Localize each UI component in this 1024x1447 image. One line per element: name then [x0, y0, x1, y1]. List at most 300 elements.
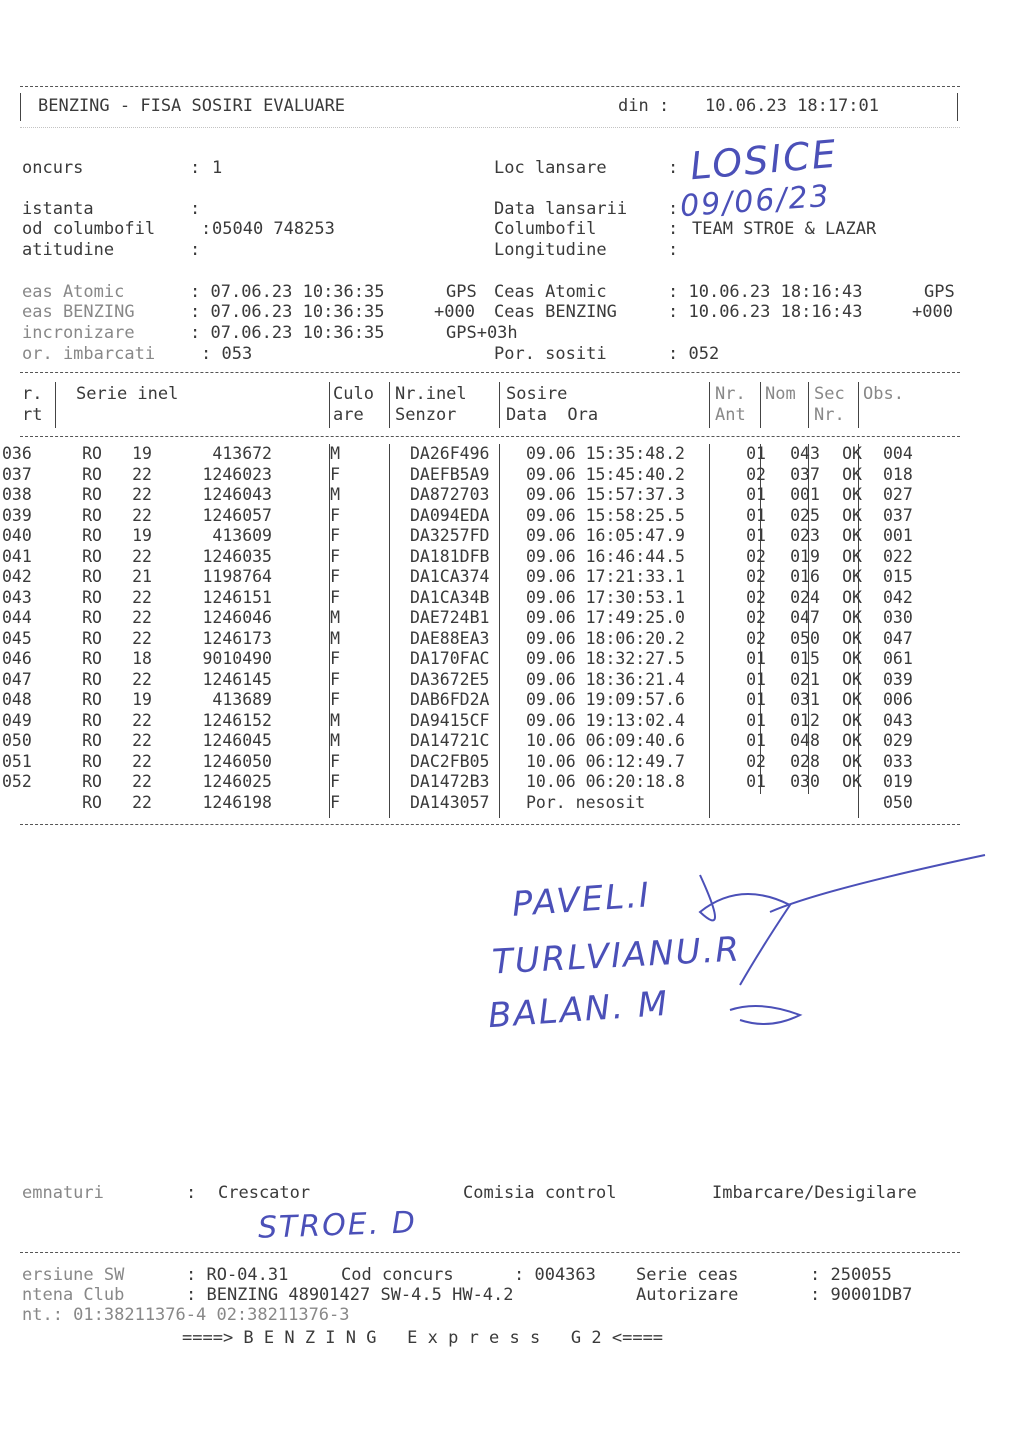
cell-ring: 1246035 — [202, 546, 272, 566]
cell-color — [346, 608, 404, 629]
clock-atomic-left-suffix: GPS — [446, 282, 477, 302]
cell-sec: OK — [842, 526, 862, 545]
arrival-row — [0, 547, 943, 568]
arrival-row — [0, 690, 943, 711]
clock-benzing-left-suffix: +000 — [434, 302, 475, 322]
title-right-bar — [957, 93, 958, 121]
info-latitudine-sep: : — [190, 240, 201, 260]
info-concurs-sep: : — [190, 158, 201, 178]
clock-benzing-right-value: : 10.06.23 18:16:43 — [668, 302, 863, 322]
cell-country: RO — [82, 485, 102, 504]
cell-arrival: 10.06 06:20:18.8 — [526, 772, 685, 791]
cell-obs: 047 — [883, 628, 913, 648]
cell-sensor: DA3257FD — [410, 526, 490, 545]
clock-atomic-right-value: : 10.06.23 18:16:43 — [668, 282, 863, 302]
cell-country: RO — [82, 690, 102, 709]
cell-sec: OK — [842, 567, 862, 586]
cell-antenna: 02 — [746, 608, 766, 627]
cell-obs: 037 — [883, 505, 913, 525]
clock-benzing-right-label: Ceas BENZING — [494, 302, 617, 322]
info-loclansare-sep: : — [668, 158, 679, 178]
semnaturi-comisia: Comisia control — [463, 1183, 617, 1203]
cell-year: 19 — [132, 690, 152, 709]
cell-country: RO — [82, 587, 102, 607]
info-codcolumbofil-sep: : — [201, 219, 212, 239]
cell-color — [346, 547, 404, 568]
cell-nr: 046 — [2, 649, 32, 668]
cell-obs: 061 — [883, 649, 913, 668]
handwritten-loc-lansare: LOSICE — [688, 131, 840, 189]
arrivals-table-body — [0, 444, 943, 813]
arrival-row — [0, 567, 943, 588]
cell-arrival: 09.06 16:46:44.5 — [526, 546, 685, 566]
cell-sensor: DA1472B3 — [410, 772, 490, 791]
arrival-row — [0, 588, 943, 609]
cell-ring: 413689 — [212, 690, 272, 709]
cell-nom: 023 — [790, 526, 820, 545]
cell-nr: 041 — [2, 546, 32, 566]
cell-sex: F — [330, 587, 340, 607]
cell-nr: 040 — [2, 526, 32, 545]
cell-nr: 036 — [2, 444, 32, 463]
signature-crescator: STROE. D — [257, 1205, 418, 1246]
cell-obs: 006 — [883, 690, 913, 709]
cell-nr: 044 — [2, 608, 32, 627]
footer-versiune-label: ersiune SW — [22, 1265, 125, 1285]
cell-sensor: DA26F496 — [410, 444, 490, 463]
info-longitudine-sep: : — [668, 240, 679, 260]
cell-sex: M — [330, 444, 340, 463]
cell-nr: 038 — [2, 485, 32, 504]
cell-sex: F — [330, 567, 340, 586]
cell-year: 22 — [132, 792, 152, 812]
cell-obs: 042 — [883, 587, 913, 607]
cell-obs: 001 — [883, 526, 913, 545]
col-nom-header: Nom — [765, 384, 796, 404]
cell-color — [346, 506, 404, 527]
cell-arrival: 09.06 15:45:40.2 — [526, 464, 685, 484]
birds-boarded-label: or. imbarcati — [22, 344, 156, 364]
cell-nr: 049 — [2, 710, 32, 730]
footer-cod-concurs-value: : 004363 — [514, 1265, 596, 1285]
cell-sec: OK — [842, 587, 862, 607]
cell-sec: OK — [842, 649, 862, 668]
cell-sensor: DA14721C — [410, 731, 490, 750]
cell-nom: 048 — [790, 731, 820, 750]
cell-antenna: 01 — [746, 731, 766, 750]
arrival-row — [0, 608, 943, 629]
col-culoare-header: Culo are — [333, 384, 374, 425]
cell-nom: 025 — [790, 505, 820, 525]
arrival-row — [0, 731, 943, 752]
info-concurs-label: oncurs — [22, 158, 84, 178]
cell-sec: OK — [842, 751, 862, 771]
cell-arrival: 09.06 18:36:21.4 — [526, 669, 685, 689]
arrival-row — [0, 444, 943, 465]
cell-antenna: 01 — [746, 526, 766, 545]
arrival-row — [0, 772, 943, 793]
cell-arrival: 09.06 15:35:48.2 — [526, 444, 685, 463]
cell-nom: 047 — [790, 608, 820, 627]
cell-nom: 050 — [790, 628, 820, 648]
clock-benzing-right-suffix: +000 — [912, 302, 953, 322]
cell-year: 22 — [132, 751, 152, 771]
cell-country: RO — [82, 526, 102, 545]
cell-obs: 033 — [883, 751, 913, 771]
cell-sec: OK — [842, 772, 862, 791]
arrival-row — [0, 526, 943, 547]
cell-obs: 019 — [883, 772, 913, 791]
cell-nr: 052 — [2, 772, 32, 791]
info-concurs-value: 1 — [212, 158, 223, 178]
cell-sec: OK — [842, 690, 862, 709]
info-columbofil-label: Columbofil — [494, 219, 597, 239]
cell-obs: 043 — [883, 710, 913, 730]
cell-sec: OK — [842, 731, 862, 750]
cell-antenna: 02 — [746, 751, 766, 771]
arrivals-table — [0, 444, 943, 813]
cell-color — [346, 752, 404, 773]
cell-antenna: 01 — [746, 505, 766, 525]
cell-year: 19 — [132, 526, 152, 545]
cell-ring: 1246145 — [202, 669, 272, 689]
cell-nom: 019 — [790, 546, 820, 566]
cell-sensor: DAB6FD2A — [410, 690, 490, 709]
cell-country: RO — [82, 505, 102, 525]
signature-swoosh — [770, 855, 985, 912]
arrival-row — [0, 465, 943, 486]
cell-color — [346, 731, 404, 752]
cell-ring: 413609 — [212, 526, 272, 545]
info-longitudine-label: Longitudine — [494, 240, 607, 260]
cell-nr: 042 — [2, 567, 32, 586]
cell-year: 19 — [132, 444, 152, 463]
cell-nom: 012 — [790, 710, 820, 730]
cell-obs: 029 — [883, 731, 913, 750]
info-codcolumbofil-value: 05040 748253 — [212, 219, 335, 239]
cell-country: RO — [82, 669, 102, 689]
cell-country: RO — [82, 772, 102, 791]
cell-nom: 001 — [790, 485, 820, 504]
cell-sensor: DA1CA34B — [410, 587, 490, 607]
cell-arrival: 09.06 19:13:02.4 — [526, 710, 685, 730]
info-codcolumbofil-label: od columbofil — [22, 219, 156, 239]
cell-sex: F — [330, 690, 340, 709]
cell-arrival: 09.06 15:58:25.5 — [526, 505, 685, 525]
cell-ring: 413672 — [212, 444, 272, 463]
info-datalansarii-sep: : — [668, 199, 679, 219]
report-date-label: din : — [618, 96, 670, 116]
info-distanta-sep: : — [190, 199, 201, 219]
arrival-row — [0, 670, 943, 691]
top-rule — [20, 86, 960, 87]
semnaturi-imbarcare: Imbarcare/Desigilare — [712, 1183, 917, 1203]
cell-sensor: DAE724B1 — [410, 608, 490, 627]
col-sosire-header: Sosire Data Ora — [506, 384, 599, 425]
cell-year: 22 — [132, 546, 152, 566]
cell-year: 22 — [132, 485, 152, 504]
info-datalansarii-label: Data lansarii — [494, 199, 628, 219]
cell-color — [346, 567, 404, 588]
cell-ring: 1246050 — [202, 751, 272, 771]
cell-sex: F — [330, 505, 340, 525]
cell-country: RO — [82, 546, 102, 566]
cell-antenna: 02 — [746, 546, 766, 566]
cell-sex: F — [330, 792, 340, 812]
birds-arrived-label: Por. sositi — [494, 344, 607, 364]
cell-arrival: Por. nesosit — [526, 792, 646, 812]
cell-antenna: 02 — [746, 628, 766, 648]
cell-nom: 015 — [790, 649, 820, 668]
footer-serie-ceas-label: Serie ceas — [636, 1265, 739, 1285]
footer-autorizare-label: Autorizare — [636, 1285, 739, 1305]
footer-rule — [20, 1252, 960, 1253]
cell-obs: 015 — [883, 567, 913, 586]
cell-sec: OK — [842, 505, 862, 525]
cell-country: RO — [82, 710, 102, 730]
cell-arrival: 10.06 06:09:40.6 — [526, 731, 685, 750]
cell-country: RO — [82, 649, 102, 668]
cell-year: 22 — [132, 505, 152, 525]
cell-ring: 1246043 — [202, 485, 272, 504]
cell-year: 22 — [132, 608, 152, 627]
cell-ring: 1246045 — [202, 731, 272, 750]
header-rule-top — [20, 372, 960, 373]
cell-ring: 1246198 — [202, 792, 272, 812]
cell-sec: OK — [842, 710, 862, 730]
title-bottom-rule — [20, 127, 960, 128]
cell-year: 18 — [132, 649, 152, 668]
cell-antenna: 01 — [746, 444, 766, 463]
info-loclansare-label: Loc lansare — [494, 158, 607, 178]
col-senzor-header: Nr.inel Senzor — [395, 384, 467, 425]
cell-arrival: 09.06 17:49:25.0 — [526, 608, 685, 627]
cell-sec: OK — [842, 628, 862, 648]
semnaturi-crescator: Crescator — [218, 1183, 311, 1203]
semnaturi-sep: : — [186, 1183, 197, 1203]
footer-serie-ceas-value: : 250055 — [810, 1265, 892, 1285]
cell-sex: F — [330, 751, 340, 771]
info-distanta-label: istanta — [22, 199, 94, 219]
cell-sex: M — [330, 485, 340, 504]
cell-country: RO — [82, 608, 102, 627]
cell-nr: 045 — [2, 628, 32, 648]
cell-arrival: 09.06 18:32:27.5 — [526, 649, 685, 668]
info-columbofil-value: TEAM STROE & LAZAR — [692, 219, 877, 239]
cell-year: 22 — [132, 464, 152, 484]
cell-sex: M — [330, 710, 340, 730]
cell-antenna: 02 — [746, 567, 766, 586]
cell-nr: 048 — [2, 690, 32, 709]
cell-nom: 037 — [790, 464, 820, 484]
cell-arrival: 09.06 17:21:33.1 — [526, 567, 685, 586]
cell-sex: F — [330, 546, 340, 566]
cell-nr: 043 — [2, 587, 32, 607]
cell-nr: 050 — [2, 731, 32, 750]
clock-atomic-left-label: eas Atomic — [22, 282, 125, 302]
clock-sync-suffix: GPS+03h — [446, 323, 518, 343]
cell-arrival: 09.06 17:30:53.1 — [526, 587, 685, 607]
cell-color — [346, 670, 404, 691]
cell-color — [346, 465, 404, 486]
cell-nom: 016 — [790, 567, 820, 586]
cell-ring: 1246046 — [202, 608, 272, 627]
cell-sec: OK — [842, 669, 862, 689]
cell-nom — [781, 793, 829, 814]
cell-ring: 1246152 — [202, 710, 272, 730]
cell-year: 22 — [132, 731, 152, 750]
signature-turlvianu: TURLVIANU.R — [491, 929, 742, 983]
cell-antenna — [731, 793, 781, 814]
col-divider — [499, 382, 500, 428]
title-left-bar — [20, 93, 21, 121]
cell-sensor: DA9415CF — [410, 710, 490, 730]
clock-sync-value: : 07.06.23 10:36:35 — [190, 323, 385, 343]
col-serie-header: Serie inel — [76, 384, 179, 404]
cell-nr: 039 — [2, 505, 32, 525]
cell-color — [346, 629, 404, 650]
cell-sensor: DA872703 — [410, 485, 490, 504]
cell-nom: 024 — [790, 587, 820, 607]
clock-atomic-left-value: : 07.06.23 10:36:35 — [190, 282, 385, 302]
cell-sex: F — [330, 649, 340, 668]
col-obs-header: Obs. — [863, 384, 904, 404]
cell-obs: 050 — [883, 792, 913, 812]
cell-sex: F — [330, 669, 340, 689]
col-divider — [858, 382, 859, 428]
col-ant-header: Nr. Ant — [715, 384, 746, 425]
clock-benzing-left-label: eas BENZING — [22, 302, 135, 322]
cell-sensor: DA143057 — [410, 792, 490, 812]
cell-arrival: 09.06 15:57:37.3 — [526, 485, 685, 504]
footer-autorizare-value: : 90001DB7 — [810, 1285, 913, 1305]
cell-color — [346, 690, 404, 711]
footer-antena-value: : BENZING 48901427 SW-4.5 HW-4.2 — [186, 1285, 514, 1305]
clock-atomic-right-suffix: GPS — [924, 282, 955, 302]
cell-ring: 1246173 — [202, 628, 272, 648]
cell-ring: 1246151 — [202, 587, 272, 607]
info-columbofil-sep: : — [668, 219, 679, 239]
cell-arrival: 10.06 06:12:49.7 — [526, 751, 685, 771]
cell-antenna: 01 — [746, 772, 766, 791]
semnaturi-label: emnaturi — [22, 1183, 104, 1203]
cell-obs: 022 — [883, 546, 913, 566]
cell-country: RO — [82, 751, 102, 771]
handwritten-data-lansarii: 09/06/23 — [678, 178, 832, 225]
cell-sex: M — [330, 608, 340, 627]
clock-benzing-left-value: : 07.06.23 10:36:35 — [190, 302, 385, 322]
cell-country: RO — [82, 567, 102, 586]
cell-sec: OK — [842, 546, 862, 566]
cell-nr — [0, 793, 62, 814]
cell-nom: 021 — [790, 669, 820, 689]
footer-ant-line: nt.: 01:38211376-4 02:38211376-3 — [22, 1305, 350, 1325]
cell-color — [346, 649, 404, 670]
cell-sensor: DA170FAC — [410, 649, 490, 668]
cell-year: 22 — [132, 710, 152, 730]
cell-color — [346, 711, 404, 732]
cell-sex: F — [330, 464, 340, 484]
report-title: BENZING - FISA SOSIRI EVALUARE — [38, 96, 346, 116]
cell-nom: 030 — [790, 772, 820, 791]
cell-obs: 018 — [883, 464, 913, 484]
cell-antenna: 02 — [746, 587, 766, 607]
col-divider — [709, 382, 710, 428]
cell-sensor: DA181DFB — [410, 546, 490, 566]
arrival-row — [0, 485, 943, 506]
arrival-row — [0, 711, 943, 732]
cell-sex: M — [330, 731, 340, 750]
cell-sensor: DAE88EA3 — [410, 628, 490, 648]
cell-sex: F — [330, 772, 340, 791]
cell-year: 22 — [132, 587, 152, 607]
col-sec-header: Sec Nr. — [814, 384, 845, 425]
cell-country: RO — [82, 628, 102, 648]
cell-ring: 1246057 — [202, 505, 272, 525]
report-date: 10.06.23 18:17:01 — [705, 96, 879, 116]
signature-balan: BALAN. M — [486, 983, 671, 1037]
col-divider — [808, 382, 809, 428]
arrival-row — [0, 649, 943, 670]
table-bottom-rule — [20, 824, 960, 825]
footer-versiune-value: : RO-04.31 — [186, 1265, 289, 1285]
col-divider — [389, 382, 390, 428]
info-latitudine-label: atitudine — [22, 240, 115, 260]
cell-obs: 004 — [883, 444, 913, 463]
cell-nom: 031 — [790, 690, 820, 709]
cell-sex: F — [330, 526, 340, 545]
cell-antenna: 01 — [746, 485, 766, 504]
cell-color — [346, 526, 404, 547]
cell-antenna: 01 — [746, 690, 766, 709]
cell-sensor: DAEFB5A9 — [410, 464, 490, 484]
cell-sec: OK — [842, 464, 862, 484]
arrival-row — [0, 793, 943, 814]
cell-nr: 047 — [2, 669, 32, 689]
cell-country: RO — [82, 792, 102, 812]
cell-obs: 027 — [883, 485, 913, 504]
birds-boarded-value: : 053 — [201, 344, 253, 364]
cell-sec: OK — [842, 485, 862, 504]
cell-sec — [829, 793, 875, 814]
arrival-row — [0, 506, 943, 527]
arrival-row — [0, 752, 943, 773]
footer-express: ====> B E N Z I N G E x p r e s s G 2 <==== — [182, 1328, 664, 1348]
cell-sensor: DAC2FB05 — [410, 751, 490, 771]
cell-nom: 028 — [790, 751, 820, 771]
cell-obs: 030 — [883, 608, 913, 627]
col-divider — [760, 382, 761, 428]
cell-antenna: 01 — [746, 669, 766, 689]
cell-ring: 1198764 — [202, 567, 272, 586]
cell-ring: 1246023 — [202, 464, 272, 484]
cell-arrival: 09.06 16:05:47.9 — [526, 526, 685, 545]
cell-nom: 043 — [790, 444, 820, 463]
col-divider — [55, 382, 56, 428]
cell-sensor: DA1CA374 — [410, 567, 490, 586]
cell-arrival: 09.06 19:09:57.6 — [526, 690, 685, 709]
cell-year: 22 — [132, 772, 152, 791]
col-nr-header: r. rt — [22, 384, 43, 425]
cell-ring: 9010490 — [202, 649, 272, 668]
cell-antenna: 02 — [746, 464, 766, 484]
cell-color — [346, 588, 404, 609]
cell-year: 21 — [132, 567, 152, 586]
signature-pavel: PAVEL.I — [510, 875, 653, 925]
arrival-row — [0, 629, 943, 650]
cell-country: RO — [82, 731, 102, 750]
cell-year: 22 — [132, 628, 152, 648]
